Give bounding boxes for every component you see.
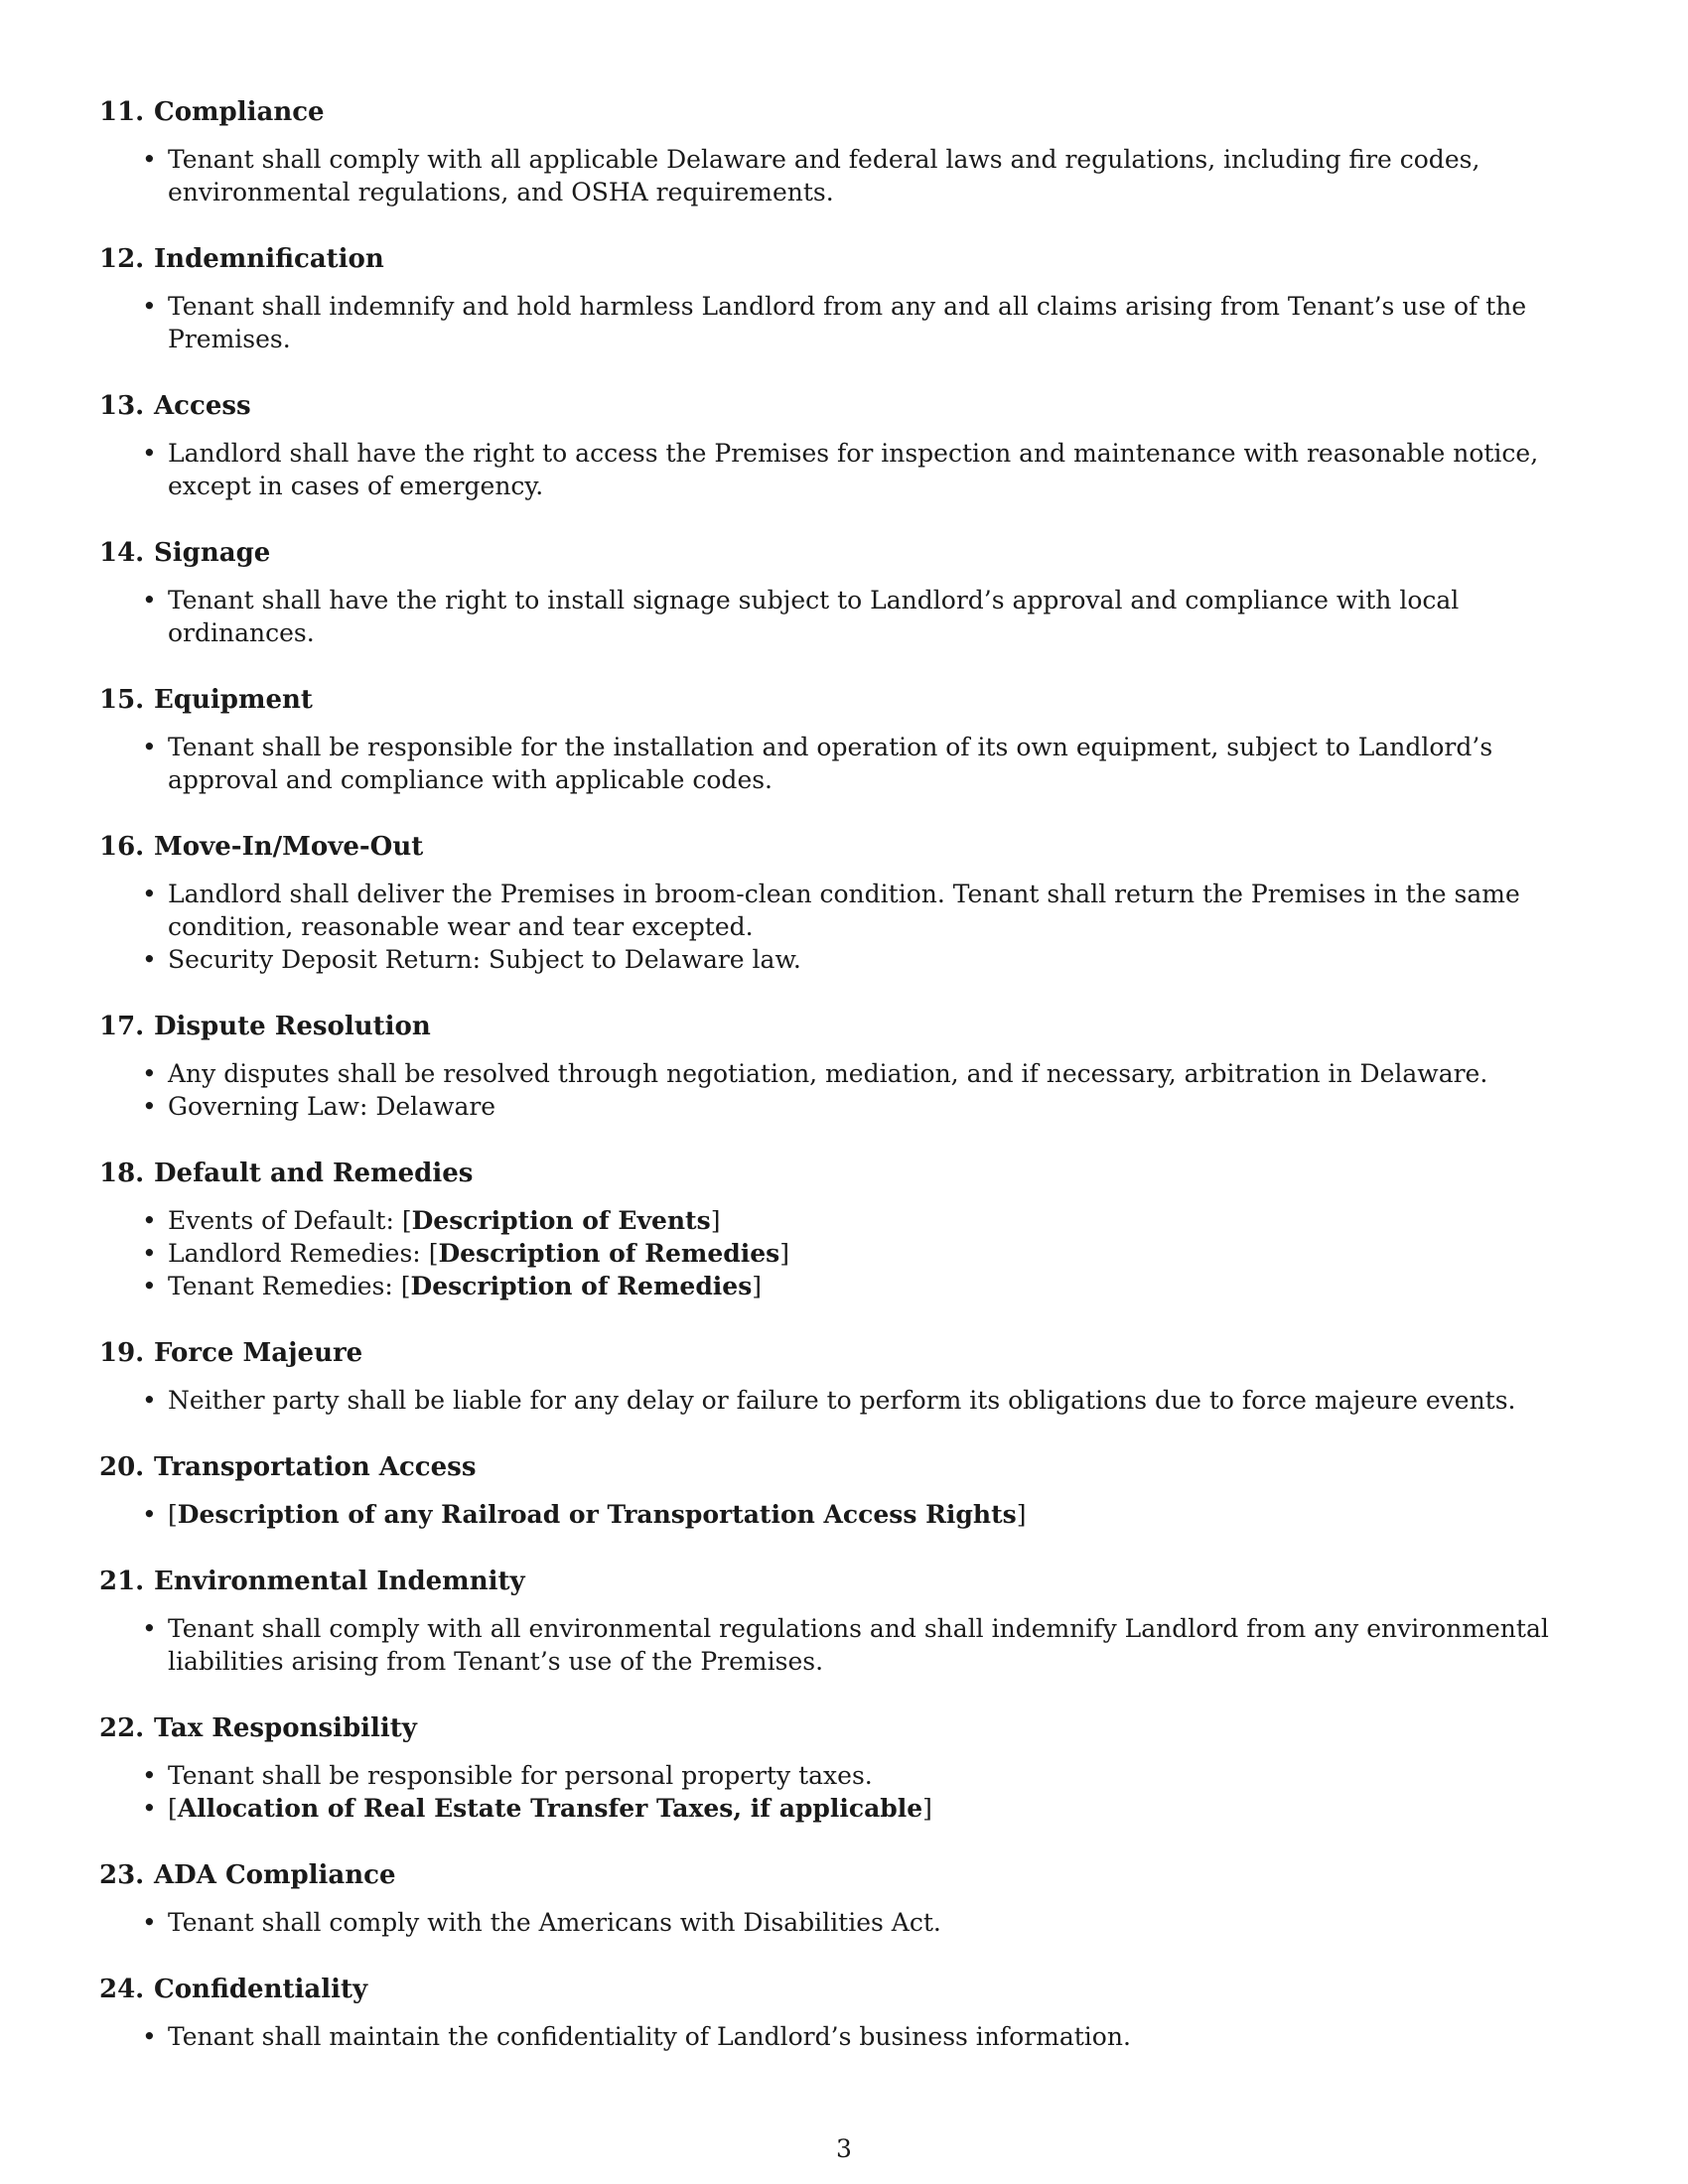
section xyxy=(99,1010,1589,1123)
section-heading xyxy=(99,95,1589,129)
section xyxy=(99,389,1589,502)
item-text: Tenant shall maintain the confidentiality of Landlord’s business information. xyxy=(168,2022,1131,2051)
section-number: 15. xyxy=(99,685,145,715)
section-number: 13. xyxy=(99,391,145,421)
section-title: Access xyxy=(154,391,251,421)
section xyxy=(99,1973,1589,2053)
section-number: 22. xyxy=(99,1713,145,1743)
section-heading xyxy=(99,536,1589,570)
bullet-icon: • xyxy=(142,145,157,174)
bullet-icon: • xyxy=(142,2022,157,2051)
section-number: 11. xyxy=(99,97,145,127)
list-item: • Landlord Remedies: [Description of Remedies] xyxy=(142,1239,789,1268)
list-item: • Tenant Remedies: [Description of Remedies] xyxy=(142,1272,763,1300)
section xyxy=(99,242,1589,355)
list-item xyxy=(142,1090,1589,1123)
section-title: Transportation Access xyxy=(154,1452,477,1482)
section-heading xyxy=(99,1010,1589,1043)
section-title: Dispute Resolution xyxy=(154,1012,431,1041)
document-page xyxy=(99,95,1589,2087)
list-item: • [Description of any Railroad or Transportation Access Rights] xyxy=(142,1500,1027,1529)
section xyxy=(99,1157,1589,1302)
section-title: Indemnification xyxy=(154,244,384,274)
section xyxy=(99,1336,1589,1417)
item-text: Tenant shall be responsible for the installation and operation of its own equipment, subject to Landlord’s approval and compliance with applicable codes. xyxy=(168,733,1493,794)
section-title: Confidentiality xyxy=(154,1975,368,2004)
item-text: Tenant shall have the right to install signage subject to Landlord’s approval and compliance with local ordinances. xyxy=(168,586,1460,647)
item-text: Neither party shall be liable for any delay or failure to perform its obligations due to force majeure events. xyxy=(168,1386,1516,1415)
item-text: Tenant shall comply with all applicable Delaware and federal laws and regulations, including fire codes, environmental regulations, and OSHA requirements. xyxy=(168,145,1480,206)
bullet-icon: • xyxy=(142,1206,157,1235)
bullet-list xyxy=(99,1204,1589,1302)
bullet-list xyxy=(99,143,1589,208)
section-heading xyxy=(99,1973,1589,2006)
bullet-list xyxy=(99,437,1589,502)
item-text: Landlord shall deliver the Premises in broom-clean condition. Tenant shall return the Premises in the same condition, reasonable wear and tear excepted. xyxy=(168,880,1520,941)
bullet-icon: • xyxy=(142,1614,157,1643)
section-number: 20. xyxy=(99,1452,145,1482)
item-text: Tenant shall comply with all environmental regulations and shall indemnify Landlord from any environmental liabilities arising from Tenant’s use of the Premises. xyxy=(168,1614,1549,1676)
section xyxy=(99,1711,1589,1825)
bullet-icon: • xyxy=(142,1386,157,1415)
section-title: ADA Compliance xyxy=(154,1860,396,1890)
section-number: 18. xyxy=(99,1159,145,1188)
list-item: • [Allocation of Real Estate Transfer Taxes, if applicable] xyxy=(142,1794,932,1823)
list-item xyxy=(142,943,1589,976)
list-item xyxy=(142,143,1589,208)
section xyxy=(99,1450,1589,1531)
item-text: Tenant shall comply with the Americans with Disabilities Act. xyxy=(168,1908,941,1937)
bullet-icon: • xyxy=(142,1059,157,1088)
bullet-icon: • xyxy=(142,292,157,321)
bullet-icon: • xyxy=(142,439,157,468)
section-title: Move-In/Move-Out xyxy=(154,832,424,862)
item-label: Events of Default: xyxy=(168,1206,394,1235)
bullet-icon: • xyxy=(142,586,157,614)
section-heading xyxy=(99,1711,1589,1745)
item-label: Tenant Remedies: xyxy=(168,1272,393,1300)
bullet-icon: • xyxy=(142,1761,157,1790)
bullet-list xyxy=(99,1906,1589,1939)
list-item xyxy=(142,1906,1589,1939)
item-text: Landlord shall have the right to access the Premises for inspection and maintenance with reasonable notice, except in cases of emergency. xyxy=(168,439,1539,500)
section xyxy=(99,683,1589,796)
section-heading xyxy=(99,389,1589,423)
section-number: 12. xyxy=(99,244,145,274)
placeholder-text: Description of Remedies xyxy=(410,1272,753,1300)
placeholder-text: Description of Remedies xyxy=(438,1239,780,1268)
section xyxy=(99,830,1589,976)
item-text: Governing Law: Delaware xyxy=(168,1092,496,1121)
page-number: 3 xyxy=(836,2134,852,2163)
bullet-icon: • xyxy=(142,1239,157,1268)
list-item xyxy=(142,1759,1589,1792)
section-number: 21. xyxy=(99,1567,145,1596)
section-title: Environmental Indemnity xyxy=(154,1567,525,1596)
section-heading xyxy=(99,1336,1589,1370)
section-title: Signage xyxy=(154,538,271,568)
placeholder-text: Description of any Railroad or Transportation Access Rights xyxy=(177,1500,1017,1529)
bullet-list xyxy=(99,731,1589,796)
bullet-icon: • xyxy=(142,1908,157,1937)
bullet-list xyxy=(99,290,1589,355)
placeholder-text: Allocation of Real Estate Transfer Taxes, if applicable xyxy=(177,1794,923,1823)
section-heading xyxy=(99,242,1589,276)
list-item: • Events of Default: [Description of Events] xyxy=(142,1206,721,1235)
bullet-list xyxy=(99,1498,1589,1531)
section xyxy=(99,95,1589,208)
section-heading xyxy=(99,1450,1589,1484)
bullet-list xyxy=(99,1759,1589,1825)
list-item xyxy=(142,584,1589,649)
section-title: Compliance xyxy=(154,97,325,127)
list-item xyxy=(142,878,1589,943)
section-title: Equipment xyxy=(154,685,313,715)
list-item xyxy=(142,731,1589,796)
bullet-list xyxy=(99,2020,1589,2053)
section-number: 23. xyxy=(99,1860,145,1890)
section-heading xyxy=(99,683,1589,717)
section-number: 16. xyxy=(99,832,145,862)
sections-list xyxy=(99,95,1589,2053)
item-label: Landlord Remedies: xyxy=(168,1239,421,1268)
list-item xyxy=(142,2020,1589,2053)
list-item xyxy=(142,1612,1589,1678)
bullet-icon: • xyxy=(142,1092,157,1121)
bullet-icon: • xyxy=(142,1794,157,1823)
bullet-icon: • xyxy=(142,945,157,974)
section-heading xyxy=(99,1858,1589,1892)
section xyxy=(99,536,1589,649)
section-heading xyxy=(99,1565,1589,1598)
section-title: Force Majeure xyxy=(154,1338,363,1368)
bullet-list xyxy=(99,878,1589,976)
item-text: Any disputes shall be resolved through negotiation, mediation, and if necessary, arbitration in Delaware. xyxy=(168,1059,1488,1088)
bullet-icon: • xyxy=(142,1272,157,1300)
section-number: 24. xyxy=(99,1975,145,2004)
item-text: Tenant shall indemnify and hold harmless Landlord from any and all claims arising from Tenant’s use of the Premises. xyxy=(168,292,1527,353)
section-heading xyxy=(99,830,1589,864)
list-item xyxy=(142,1057,1589,1090)
section-title: Default and Remedies xyxy=(154,1159,474,1188)
section-heading xyxy=(99,1157,1589,1190)
section-number: 17. xyxy=(99,1012,145,1041)
list-item xyxy=(142,1384,1589,1417)
section-title: Tax Responsibility xyxy=(154,1713,417,1743)
list-item xyxy=(142,290,1589,355)
bullet-icon: • xyxy=(142,733,157,761)
section xyxy=(99,1565,1589,1678)
section-number: 19. xyxy=(99,1338,145,1368)
bullet-icon: • xyxy=(142,880,157,908)
bullet-list xyxy=(99,1057,1589,1123)
section-number: 14. xyxy=(99,538,145,568)
placeholder-text: Description of Events xyxy=(411,1206,711,1235)
bullet-icon: • xyxy=(142,1500,157,1529)
section xyxy=(99,1858,1589,1939)
bullet-list xyxy=(99,1612,1589,1678)
list-item xyxy=(142,437,1589,502)
item-text: Tenant shall be responsible for personal property taxes. xyxy=(168,1761,873,1790)
item-text: Security Deposit Return: Subject to Delaware law. xyxy=(168,945,801,974)
bullet-list xyxy=(99,584,1589,649)
bullet-list xyxy=(99,1384,1589,1417)
